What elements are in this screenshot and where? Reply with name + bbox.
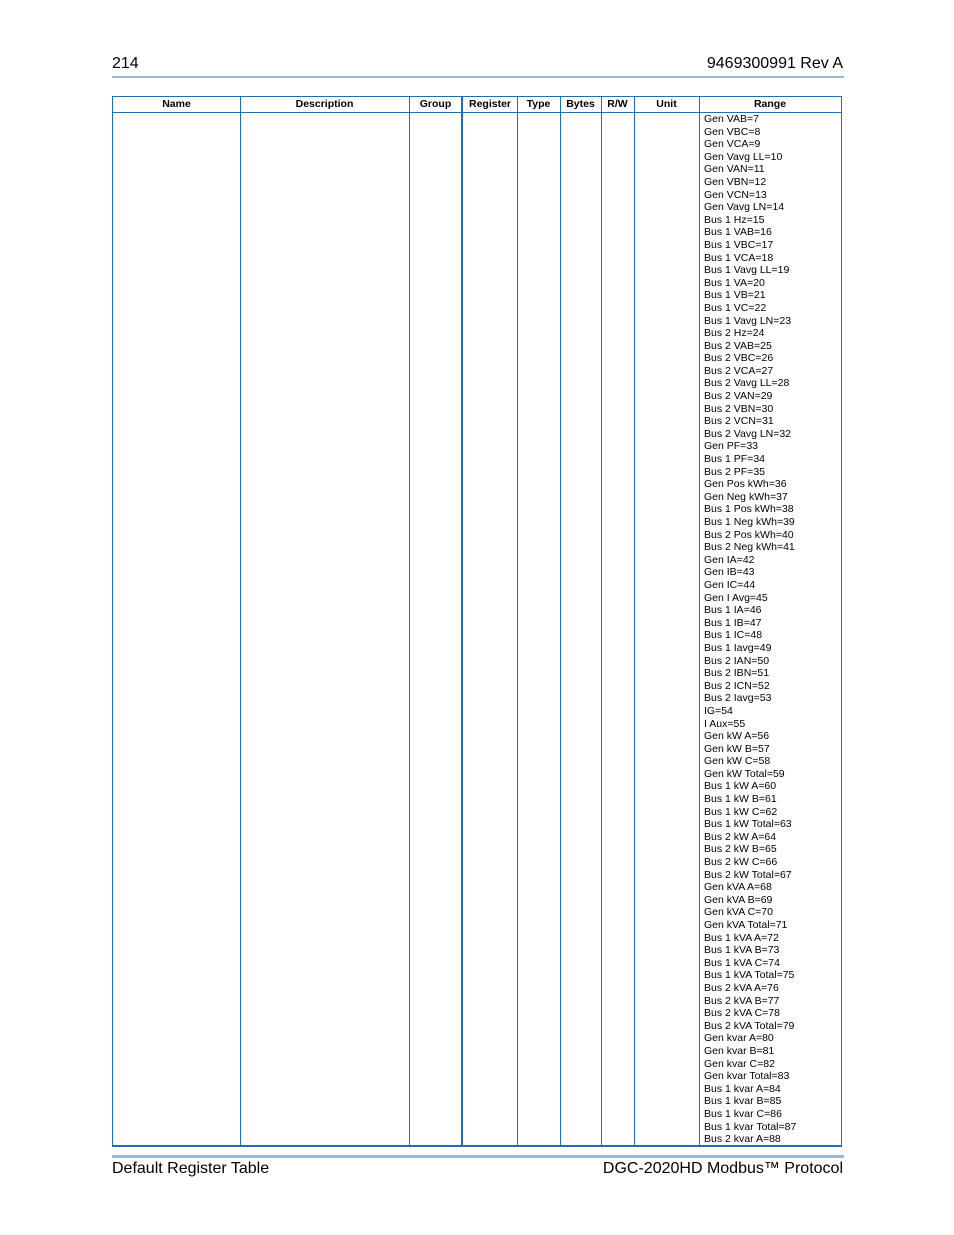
range-value: Gen IC=44 — [704, 578, 756, 591]
range-value: Bus 1 kVA A=72 — [704, 931, 779, 944]
range-value: Bus 2 kvar A=88 — [704, 1133, 781, 1146]
column-divider — [409, 97, 410, 1146]
column-divider — [699, 97, 700, 1146]
range-value: Gen kVA A=68 — [704, 881, 772, 894]
range-value: Bus 1 kVA Total=75 — [704, 969, 795, 982]
range-value: Gen kVA Total=71 — [704, 919, 788, 931]
range-value: Bus 2 kW A=64 — [704, 830, 777, 843]
range-value: Bus 2 VAN=29 — [704, 390, 773, 403]
range-value: Bus 2 kVA C=78 — [704, 1007, 780, 1020]
range-value: Bus 1 IC=48 — [704, 629, 763, 642]
range-value: Bus 2 VAB=25 — [704, 339, 772, 352]
range-value: Bus 1 VC=22 — [704, 301, 767, 314]
page-number: 214 — [112, 55, 139, 72]
range-value: Bus 1 Hz=15 — [704, 213, 765, 226]
range-value: Bus 2 Vavg LL=28 — [704, 377, 790, 390]
range-value: Gen kvar C=82 — [704, 1057, 775, 1070]
column-header-description: Description — [295, 98, 354, 110]
range-value: Bus 1 Neg kWh=39 — [704, 516, 795, 528]
range-value: Gen kvar Total=83 — [704, 1070, 790, 1083]
range-value: Bus 2 kW Total=67 — [704, 868, 792, 881]
range-value: Gen kW C=58 — [704, 755, 771, 768]
range-value: Bus 2 kVA Total=79 — [704, 1019, 795, 1032]
range-value: Gen Neg kWh=37 — [704, 490, 788, 503]
range-value: Gen kVA B=69 — [704, 893, 773, 906]
column-header-bytes: Bytes — [566, 98, 595, 110]
column-header-unit: Unit — [656, 98, 677, 110]
range-value: Bus 1 PF=34 — [704, 453, 765, 466]
range-value: Gen kW A=56 — [704, 730, 770, 743]
range-value: Gen VAN=11 — [704, 163, 765, 176]
document-number: 9469300991 Rev A — [706, 55, 843, 72]
range-value: Gen IA=42 — [704, 553, 755, 566]
range-value: Gen kvar A=80 — [704, 1032, 774, 1045]
range-value: Bus 1 VA=20 — [704, 276, 765, 289]
range-value: Gen VBC=8 — [704, 125, 761, 138]
range-value: Bus 2 Pos kWh=40 — [704, 528, 794, 541]
range-value: Gen Vavg LN=14 — [704, 201, 785, 214]
range-value: Bus 2 kVA B=77 — [704, 994, 780, 1007]
range-value: Bus 2 VBC=26 — [704, 352, 774, 365]
register-table — [112, 96, 842, 1147]
range-value: Bus 1 kvar C=86 — [704, 1107, 782, 1120]
footer-section-title: Default Register Table — [112, 1160, 270, 1177]
range-value: Bus 1 kVA B=73 — [704, 944, 780, 957]
range-value: Bus 1 VBC=17 — [704, 238, 774, 251]
column-header-type: Type — [526, 98, 551, 110]
column-divider — [517, 97, 518, 1146]
column-divider — [240, 97, 241, 1146]
range-value: Bus 1 VCA=18 — [704, 251, 774, 264]
range-value: Bus 1 Vavg LL=19 — [704, 264, 790, 277]
column-header-range: Range — [753, 98, 787, 110]
range-value: Bus 1 kW Total=63 — [704, 818, 792, 831]
range-value: Bus 2 ICN=52 — [704, 679, 770, 692]
range-value: Bus 2 IBN=51 — [704, 667, 770, 680]
range-value: Bus 1 Vavg LN=23 — [704, 314, 792, 327]
column-divider — [634, 97, 635, 1146]
range-value: Bus 1 Pos kWh=38 — [704, 503, 794, 516]
range-value: Bus 2 Iavg=53 — [704, 692, 772, 705]
range-value: Gen VBN=12 — [704, 175, 767, 188]
column-divider — [601, 97, 602, 1146]
range-value: Gen VAB=7 — [704, 113, 759, 125]
column-divider — [560, 97, 561, 1146]
range-value: Bus 1 VB=21 — [704, 289, 766, 302]
range-value: Bus 2 kW C=66 — [704, 856, 778, 869]
footer-rule — [112, 1155, 844, 1158]
range-value: Bus 1 kW B=61 — [704, 793, 777, 806]
range-value: Gen kW Total=59 — [704, 767, 785, 780]
range-value: Bus 1 VAB=16 — [704, 226, 772, 239]
range-value: Bus 2 VCN=31 — [704, 415, 774, 428]
range-value: Bus 1 IB=47 — [704, 616, 762, 629]
range-value: I Aux=55 — [704, 717, 746, 730]
range-value: Bus 2 IAN=50 — [704, 654, 770, 667]
range-value: Bus 2 Vavg LN=32 — [704, 427, 792, 440]
range-value: Bus 2 PF=35 — [704, 465, 765, 478]
range-value: Bus 1 Iavg=49 — [704, 641, 772, 654]
range-value: Bus 2 kW B=65 — [704, 843, 777, 856]
range-value: Gen I Avg=45 — [704, 591, 768, 604]
table-bottom-border — [113, 1145, 841, 1147]
range-value: Bus 2 kVA A=76 — [704, 981, 779, 994]
header-rule — [112, 76, 844, 78]
range-value: Bus 1 kvar B=85 — [704, 1095, 782, 1108]
range-value: Bus 1 IA=46 — [704, 604, 762, 617]
page-header — [112, 55, 843, 75]
footer-document-title: DGC-2020HD Modbus™ Protocol — [602, 1160, 843, 1177]
range-value: Bus 1 kvar A=84 — [704, 1082, 781, 1095]
range-value: Bus 2 VBN=30 — [704, 402, 774, 415]
range-value: Bus 2 VCA=27 — [704, 364, 774, 377]
range-value: Gen Pos kWh=36 — [704, 478, 787, 491]
range-value: Gen Vavg LL=10 — [704, 150, 783, 163]
column-header-name: Name — [162, 98, 191, 110]
range-value: Gen PF=33 — [704, 440, 758, 453]
range-value: Gen VCA=9 — [704, 138, 761, 151]
column-header-rw: R/W — [607, 98, 628, 110]
range-value: Gen IB=43 — [704, 566, 755, 579]
column-divider — [461, 97, 463, 1146]
range-value: Bus 2 Neg kWh=41 — [704, 541, 795, 554]
range-cell — [704, 113, 796, 1146]
column-header-group: Group — [419, 98, 452, 110]
column-header-register: Register — [468, 98, 511, 110]
page-footer — [112, 1160, 843, 1180]
range-value: Gen kW B=57 — [704, 742, 770, 755]
range-value: IG=54 — [704, 704, 733, 717]
range-value: Bus 1 kVA C=74 — [704, 956, 780, 969]
range-value: Gen kVA C=70 — [704, 906, 773, 919]
range-value: Bus 1 kW C=62 — [704, 805, 778, 818]
range-value: Bus 2 Hz=24 — [704, 327, 765, 340]
range-value: Bus 1 kvar Total=87 — [704, 1120, 797, 1133]
range-value: Bus 1 kW A=60 — [704, 780, 777, 793]
range-value: Gen kvar B=81 — [704, 1044, 775, 1057]
range-value: Gen VCN=13 — [704, 188, 767, 201]
